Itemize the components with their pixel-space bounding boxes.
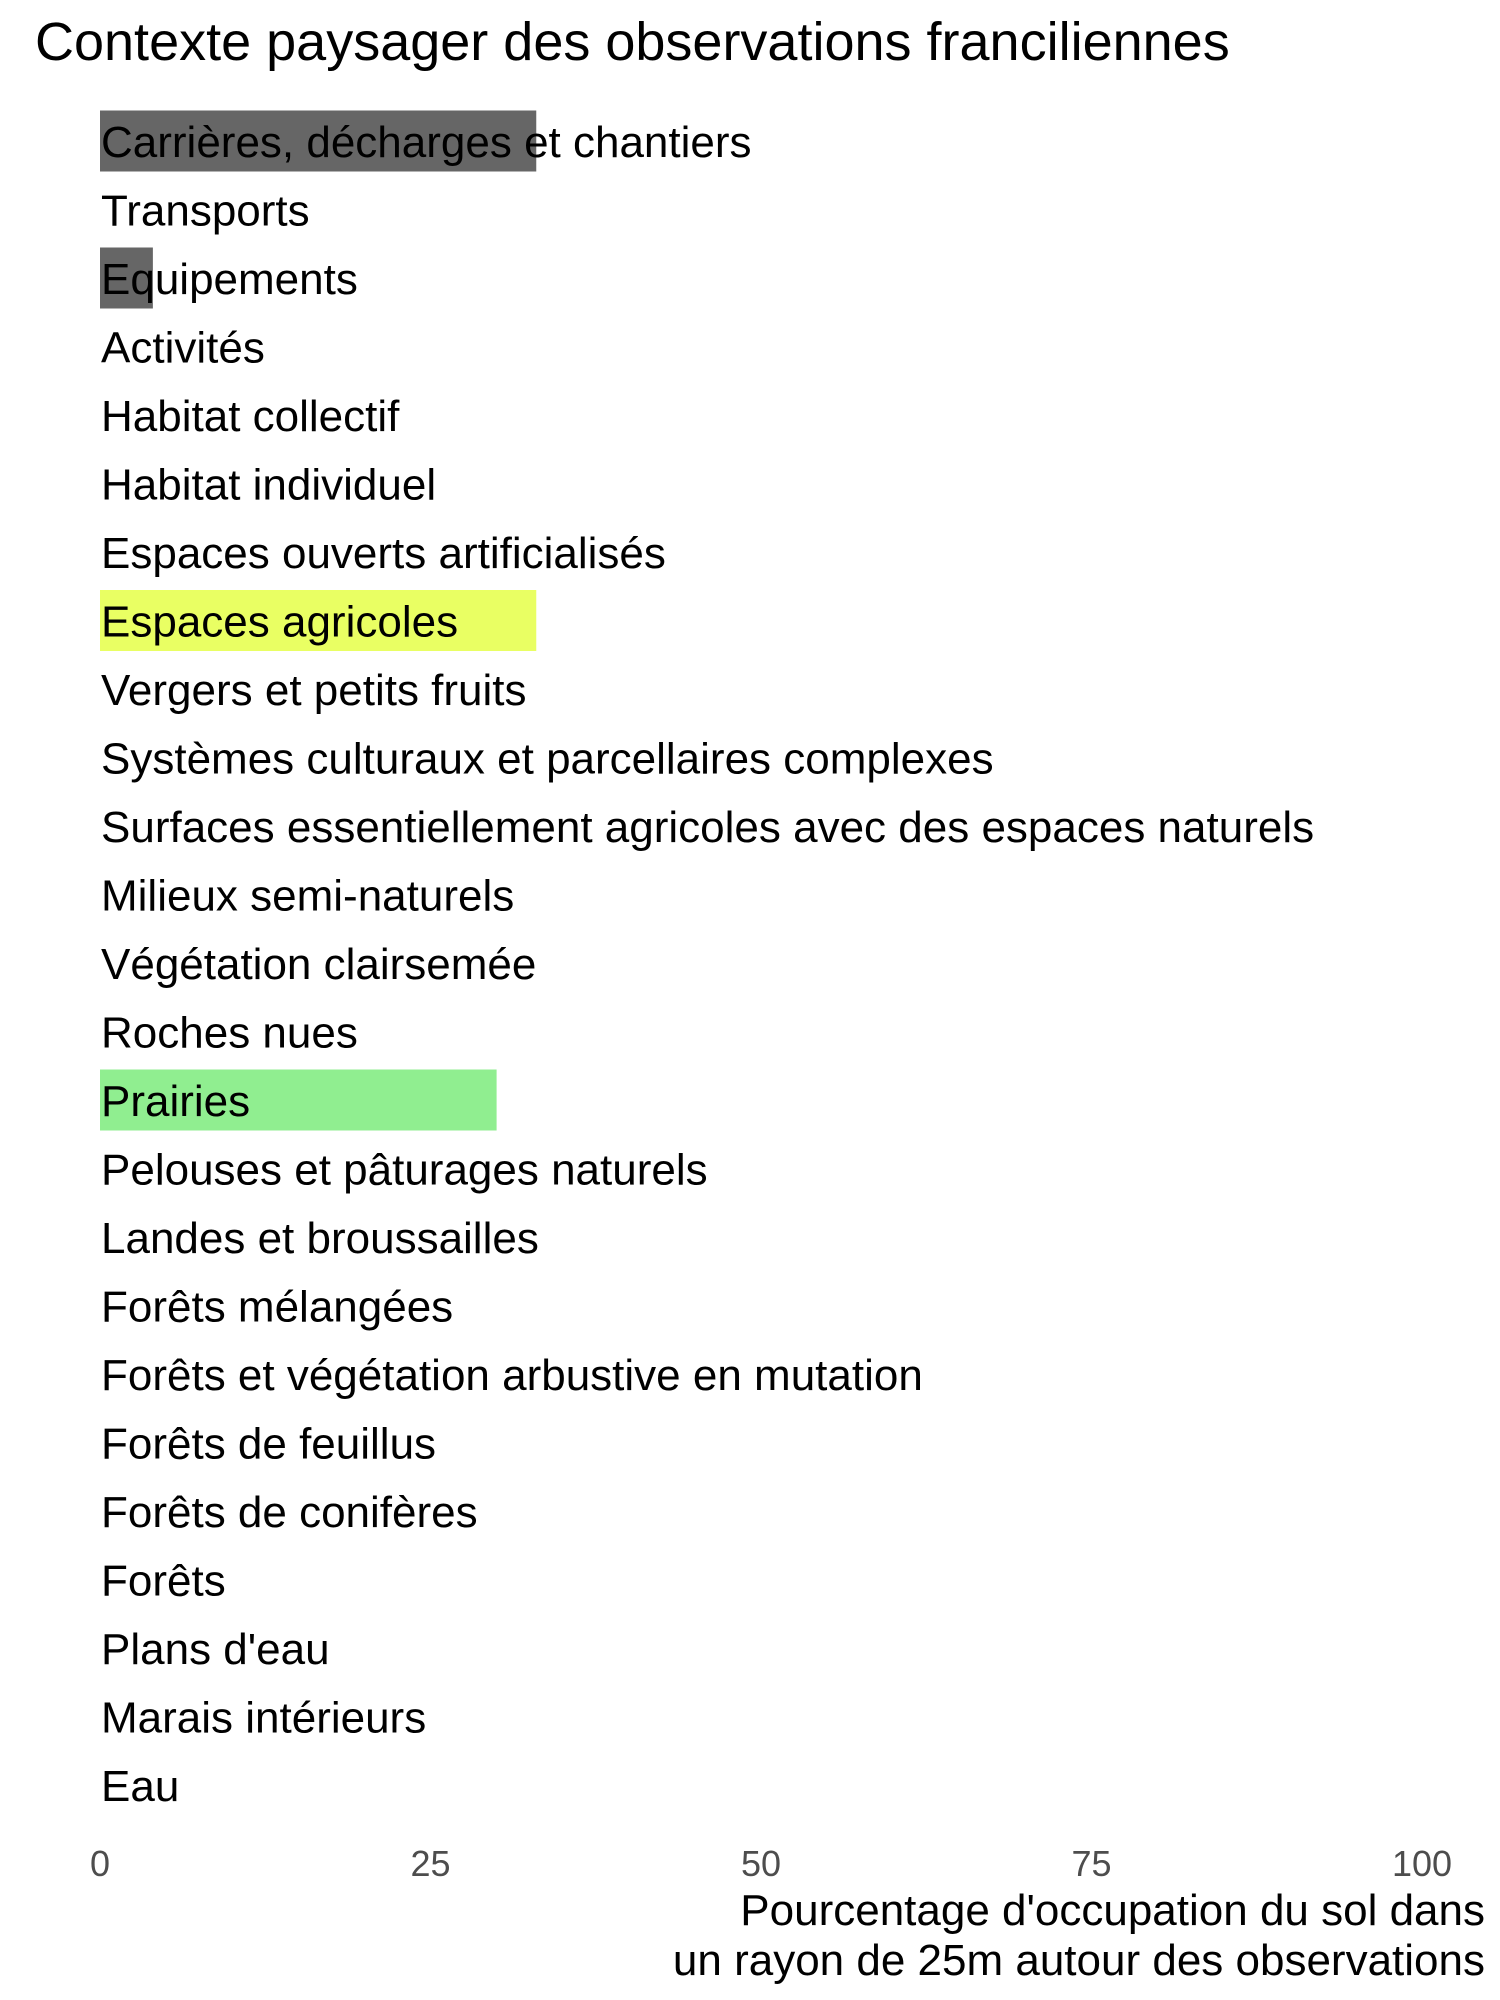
x-axis-ticks [90,1843,1452,1884]
category-label-row-15: Prairies [101,1077,251,1126]
x-axis-title-line-2: un rayon de 25m autour des observations [672,1936,1485,1985]
category-label-row-13: Végétation clairsemée [101,940,537,989]
x-tick-label: 50 [740,1843,782,1884]
category-label-row-4: Activités [101,323,265,373]
category-label-row-21: Forêts de conifères [101,1488,478,1537]
category-label-row-18: Forêts mélangées [101,1282,454,1332]
category-label-row-3: Equipements [101,255,358,304]
x-tick-label: 75 [1071,1843,1112,1884]
chart-title: Contexte paysager des observations franciliennes [35,12,1230,72]
category-label-row-6: Habitat individuel [101,460,437,510]
category-label-row-9: Vergers et petits fruits [101,666,527,715]
category-label-row-16: Pelouses et pâturages naturels [101,1145,708,1195]
category-label-row-12: Milieux semi-naturels [101,871,515,921]
x-tick-label: 25 [410,1843,451,1884]
category-label-row-25: Eau [101,1762,180,1811]
category-labels [101,118,1314,1811]
category-label-row-19: Forêts et végétation arbustive en mutation [101,1351,923,1400]
category-label-row-17: Landes et broussailles [101,1214,539,1263]
x-tick-label: 0 [89,1843,111,1884]
category-label-row-5: Habitat collectif [101,392,400,441]
category-label-row-23: Plans d'eau [101,1625,330,1674]
category-label-row-11: Surfaces essentiellement agricoles avec des espaces naturels [101,803,1315,852]
category-label-row-7: Espaces ouverts artificialisés [101,529,666,578]
category-label-row-24: Marais intérieurs [101,1693,427,1743]
x-axis-title-line-1: Pourcentage d'occupation du sol dans [740,1886,1485,1935]
category-label-row-14: Roches nues [101,1008,358,1058]
category-label-row-2: Transports [101,186,310,236]
category-label-row-20: Forêts de feuillus [101,1419,437,1469]
x-tick-label: 100 [1391,1843,1453,1884]
category-label-row-22: Forêts [101,1556,226,1606]
category-label-row-10: Systèmes culturaux et parcellaires complexes [101,734,994,784]
category-label-row-8: Espaces agricoles [101,597,459,647]
category-label-row-1: Carrières, décharges et chantiers [101,118,752,167]
